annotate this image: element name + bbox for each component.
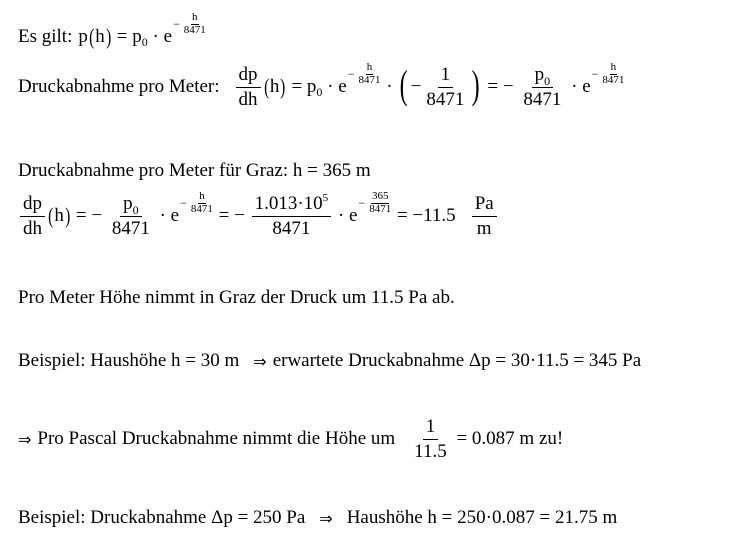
exponent: − $\frac{h}{8471}$: [173, 10, 206, 36]
line-example-1: [18, 350, 641, 372]
label-druckabnahme: Druckabnahme pro Meter:: [18, 76, 220, 98]
fraction-dp-dh: $\frac{dp}{dh}$: [236, 64, 261, 111]
exponent: − $\frac{h}{8471}$: [347, 61, 381, 86]
line-example-2: [18, 507, 617, 529]
implies-icon: ⇒: [319, 508, 333, 528]
var-p: p: [78, 26, 88, 47]
fraction-p0-8471: $\frac{p_0}{8471}$: [523, 64, 562, 110]
line-derivative: Druckabnahme pro Meter: $\frac{dp}{dh}$ ( h ) = p 0 · e − $\frac{h}{8471}$ · ( − $\frac{1}{8471}$ ) = − $\frac{p_0}{8471}$ · e − $\frac{h}{8471}$: [18, 61, 625, 110]
fraction-p0-8471: $\frac{p_0}{8471}$: [111, 193, 150, 239]
sub-0: 0: [141, 34, 148, 49]
example-2-right: Haushöhe h = 250·0.087 = 21.75 m: [346, 507, 618, 528]
var-h: h: [95, 26, 105, 47]
example-2-left: Beispiel: Druckabnahme Δp = 250 Pa: [18, 507, 306, 528]
var-p0: p: [132, 26, 142, 47]
line-summary: [18, 287, 455, 309]
fraction-1-8471: $\frac{1}{8471}$: [426, 64, 465, 110]
text-inverse: Pro Pascal Druckabnahme nimmt die Höhe um: [37, 428, 396, 450]
fraction-unit: $\frac{Pa}{m}$: [472, 193, 497, 240]
line-graz-heading: [18, 160, 371, 182]
fraction-1-11.5: $\frac{1}{11.5}$: [414, 416, 447, 462]
var-h: h: [269, 76, 280, 98]
line-graz-calc: $\frac{dp}{dh}$ ( h ) = − $\frac{p_0}{8471}$ · e − $\frac{h}{8471}$ = − $\frac{1.013\cdot 10^5}{8471}$ · e − $\frac{365}{8471}$ = −11.5 $\frac{Pa}{m}$: [18, 193, 499, 240]
implies-icon: ⇒: [253, 351, 267, 371]
text-graz: Druckabnahme pro Meter für Graz: h = 365 m: [18, 160, 371, 181]
text-summary: Pro Meter Höhe nimmt in Graz der Druck um 11.5 Pa ab.: [18, 287, 455, 308]
var-e: e: [163, 26, 173, 47]
text-inverse-result: = 0.087 m zu!: [456, 428, 564, 450]
line-definition: Es gilt: p ( h ) = p 0 · e − $\frac{h}{8471}$: [18, 10, 206, 49]
example-1-right: erwartete Druckabnahme Δp = 30·11.5 = 345 Pa: [272, 350, 642, 371]
line-inverse: [18, 416, 563, 463]
var-p0: p: [306, 76, 317, 98]
fraction-1013-8471: $\frac{1.013\cdot 10^5}{8471}$: [252, 193, 332, 240]
label-es-gilt: Es gilt:: [18, 26, 73, 47]
result-value: = −11.5: [396, 205, 456, 227]
example-1-left: Beispiel: Haushöhe h = 30 m: [18, 350, 240, 371]
var-e: e: [338, 76, 347, 98]
implies-icon: ⇒: [18, 429, 32, 449]
fraction-dp-dh: $\frac{dp}{dh}$: [20, 193, 45, 240]
